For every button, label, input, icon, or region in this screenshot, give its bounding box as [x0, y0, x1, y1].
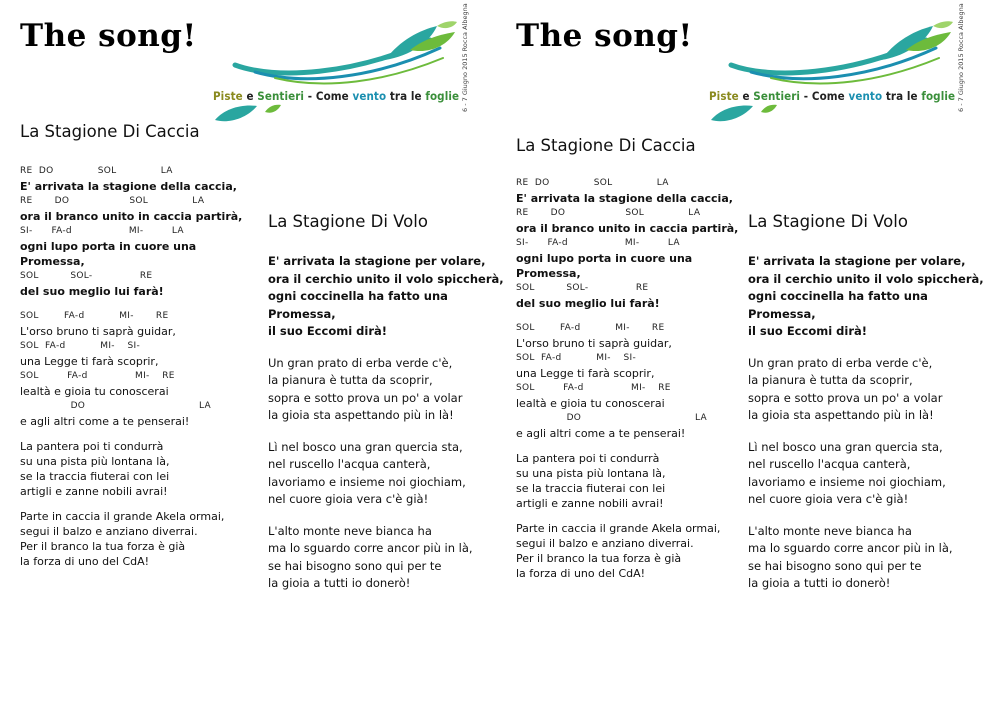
lyric-line: La pantera poi ti condurrà	[20, 440, 164, 453]
lyric-line: se la traccia fiuterai con lei	[516, 482, 666, 495]
page-right	[496, 0, 992, 701]
lyric-line: ora il branco unito in caccia partirà,	[20, 210, 243, 223]
lyric-line: ma lo sguardo corre ancor più in là,	[268, 541, 473, 555]
song1-lyrics	[516, 176, 738, 581]
lyric-line: segui il balzo e anziano diverrai.	[20, 525, 198, 538]
lyric-line: la pianura è tutta da scoprir,	[268, 373, 433, 387]
lyric-line: L'orso bruno ti saprà guidar,	[516, 337, 672, 350]
lyric-line: la gioia a tutti io donerò!	[268, 576, 411, 590]
lyric-line: E' arrivata la stagione della caccia,	[20, 180, 237, 193]
wind-leaves-logo-graphic	[701, 20, 957, 130]
lyric-line: ogni lupo porta in cuore una	[20, 240, 197, 253]
lyric-line: L'alto monte neve bianca ha	[268, 523, 432, 538]
song1-lyrics	[20, 164, 242, 569]
chord-line: SOL FA-d MI- RE	[20, 371, 175, 381]
chord-line: SI- FA-d MI- LA	[20, 226, 184, 236]
lyric-line: nel cuore gioia vera c'è già!	[268, 492, 429, 506]
lyric-line: la gioia sta aspettando più in là!	[268, 408, 454, 422]
lyric-line: la gioia a tutti io donerò!	[748, 576, 891, 590]
chord-line: SOL FA-d MI- RE	[516, 323, 665, 333]
lyric-line: Per il branco la tua forza è già	[516, 552, 682, 565]
lyric-line: artigli e zanne nobili avrai!	[516, 497, 664, 510]
lyric-line: del suo meglio lui farà!	[20, 285, 164, 298]
event-logo	[701, 3, 971, 130]
song1-title: La Stagione Di Caccia	[516, 136, 696, 155]
chord-line: SOL SOL- RE	[516, 283, 649, 293]
song2-lyrics	[748, 253, 984, 593]
chord-line: RE DO SOL LA	[516, 208, 701, 218]
lyric-line: L'orso bruno ti saprà guidar,	[20, 325, 176, 338]
lyric-line: artigli e zanne nobili avrai!	[20, 485, 168, 498]
lyric-line: se hai bisogno sono qui per te	[748, 558, 922, 573]
lyric-line: ma lo sguardo corre ancor più in là,	[748, 541, 953, 555]
song2-title: La Stagione Di Volo	[268, 212, 428, 231]
lyric-line: Promessa,	[516, 267, 581, 280]
lyric-line: una Legge ti farà scoprir,	[516, 367, 655, 380]
song2-lyrics	[268, 253, 504, 593]
lyric-line: ogni coccinella ha fatto una	[268, 289, 448, 303]
lyric-line: lealtà e gioia tu conoscerai	[516, 397, 665, 410]
lyric-line: nel cuore gioia vera c'è già!	[748, 492, 909, 506]
lyric-line: su una pista più lontana là,	[20, 455, 170, 468]
lyric-line: L'alto monte neve bianca ha	[748, 523, 912, 538]
logo-title: Piste e Sentieri - Come vento tra le foglie	[709, 89, 956, 103]
chord-line: SOL FA-d MI- RE	[516, 383, 671, 393]
page-title: The song!	[516, 18, 693, 54]
chord-line: RE DO SOL LA	[20, 196, 205, 206]
chord-line: RE DO SOL LA	[516, 178, 669, 188]
lyric-line: Parte in caccia il grande Akela ormai,	[20, 510, 225, 523]
lyric-line: La pantera poi ti condurrà	[516, 452, 660, 465]
chord-line: SI- FA-d MI- LA	[516, 238, 680, 248]
lyric-line: il suo Eccomi dirà!	[268, 324, 387, 338]
chord-line: SOL FA-d MI- RE	[20, 311, 169, 321]
lyric-line: la forza di uno del CdA!	[516, 567, 646, 580]
wind-leaves-logo-graphic	[205, 20, 461, 130]
chord-line: RE DO SOL LA	[20, 166, 173, 176]
song1-title: La Stagione Di Caccia	[20, 122, 200, 141]
lyric-line: il suo Eccomi dirà!	[748, 324, 867, 338]
logo-date-text: 6 - 7 Giugno 2015 Rocca Albegna	[461, 3, 469, 112]
logo-date-text: 6 - 7 Giugno 2015 Rocca Albegna	[957, 3, 965, 112]
logo-title: Piste e Sentieri - Come vento tra le foglie	[213, 89, 460, 103]
lyric-line: Lì nel bosco una gran quercia sta,	[748, 439, 943, 454]
lyric-line: ora il branco unito in caccia partirà,	[516, 222, 739, 235]
lyric-line: la pianura è tutta da scoprir,	[748, 373, 913, 387]
lyric-line: la forza di uno del CdA!	[20, 555, 150, 568]
page-title: The song!	[20, 18, 197, 54]
lyric-line: ora il cerchio unito il volo spiccherà,	[748, 271, 984, 286]
lyric-line: del suo meglio lui farà!	[516, 297, 660, 310]
lyric-line: ora il cerchio unito il volo spiccherà,	[268, 271, 504, 286]
event-logo	[205, 3, 475, 130]
chord-line: DO LA	[20, 401, 211, 411]
lyric-line: e agli altri come a te penserai!	[20, 415, 190, 428]
lyric-line: sopra e sotto prova un po' a volar	[268, 390, 463, 405]
lyric-line: su una pista più lontana là,	[516, 467, 666, 480]
lyric-line: se la traccia fiuterai con lei	[20, 470, 170, 483]
lyric-line: nel ruscello l'acqua canterà,	[748, 457, 911, 471]
lyric-line: ogni lupo porta in cuore una	[516, 252, 693, 265]
lyric-line: se hai bisogno sono qui per te	[268, 558, 442, 573]
lyric-line: Promessa,	[20, 255, 85, 268]
song2-title: La Stagione Di Volo	[748, 212, 908, 231]
lyric-line: una Legge ti farà scoprir,	[20, 355, 159, 368]
lyric-line: segui il balzo e anziano diverrai.	[516, 537, 694, 550]
lyric-line: Per il branco la tua forza è già	[20, 540, 186, 553]
lyric-line: Un gran prato di erba verde c'è,	[748, 355, 933, 370]
lyric-line: E' arrivata la stagione per volare,	[268, 254, 486, 268]
chord-line: SOL FA-d MI- SI-	[20, 341, 140, 351]
lyric-line: la gioia sta aspettando più in là!	[748, 408, 934, 422]
chord-line: SOL FA-d MI- SI-	[516, 353, 636, 363]
lyric-line: E' arrivata la stagione per volare,	[748, 254, 966, 268]
lyric-line: Promessa,	[268, 306, 336, 321]
lyric-line: e agli altri come a te penserai!	[516, 427, 686, 440]
lyric-line: Parte in caccia il grande Akela ormai,	[516, 522, 721, 535]
lyric-line: Lì nel bosco una gran quercia sta,	[268, 439, 463, 454]
lyric-line: lavoriamo e insieme noi giochiam,	[748, 474, 946, 489]
lyric-line: sopra e sotto prova un po' a volar	[748, 390, 943, 405]
lyric-line: Promessa,	[748, 306, 816, 321]
lyric-line: lealtà e gioia tu conoscerai	[20, 385, 169, 398]
lyric-line: E' arrivata la stagione della caccia,	[516, 192, 733, 205]
lyric-line: Un gran prato di erba verde c'è,	[268, 355, 453, 370]
lyric-line: ogni coccinella ha fatto una	[748, 289, 928, 303]
chord-line: DO LA	[516, 413, 707, 423]
lyric-line: lavoriamo e insieme noi giochiam,	[268, 474, 466, 489]
chord-line: SOL SOL- RE	[20, 271, 153, 281]
lyric-line: nel ruscello l'acqua canterà,	[268, 457, 431, 471]
